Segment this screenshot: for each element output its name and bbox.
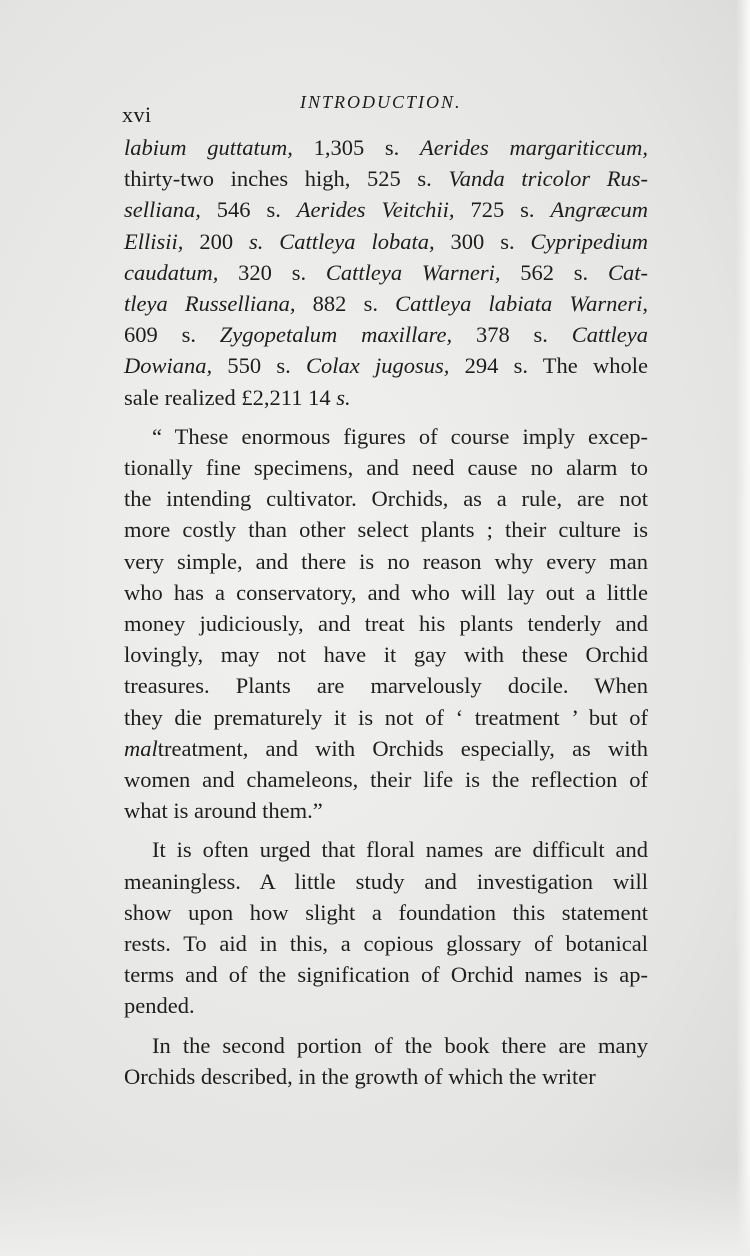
text-run: 300 s. [434, 228, 531, 254]
text-run: the intending cultivator. Orchids, as a rule, are not [124, 486, 648, 512]
italic-run: Ellisii, [124, 228, 184, 254]
italic-run: Cattleya [571, 322, 648, 348]
text-run: 725 s. [454, 197, 551, 223]
text-line [124, 421, 648, 452]
text-line [124, 319, 648, 350]
italic-run: labium guttatum, [124, 135, 293, 160]
italic-run: Aerides Veitchii, [296, 197, 455, 223]
italic-run: Aerides margariticcum, [420, 135, 648, 160]
text-run: 294 s. The whole [449, 353, 648, 379]
text-line [124, 1061, 648, 1092]
text-run: “ These enormous figures of course imply excep- [152, 423, 648, 449]
text-line [124, 928, 648, 959]
text-run: very simple, and there is no reason why every man [124, 548, 648, 574]
text-line [124, 288, 648, 319]
page-number: xvi [122, 102, 152, 127]
text-run: meaningless. A little study and investigation will [124, 868, 648, 894]
text-run: 378 s. [452, 322, 572, 348]
italic-run: Cattleya lobata, [279, 228, 435, 254]
text-run: who has a conservatory, and who will lay out a little [124, 579, 648, 605]
text-line [124, 382, 648, 413]
italic-run: s. [248, 228, 264, 254]
text-line [124, 483, 648, 514]
paragraph-2 [124, 421, 648, 827]
text-run: show upon how slight a foundation this statement [124, 899, 648, 925]
body-text [124, 132, 648, 1092]
text-run: terms and of the signification of Orchid names is ap- [124, 962, 648, 988]
text-line [124, 350, 648, 381]
text-run: more costly than other select plants ; their culture is [124, 517, 648, 543]
text-line [124, 577, 648, 608]
italic-run: selliana, [124, 197, 201, 223]
paragraph-3 [124, 834, 648, 1021]
text-line [124, 733, 648, 764]
paragraph-1 [124, 132, 648, 413]
text-run: 550 s. [212, 353, 306, 379]
italic-run: mal [124, 735, 158, 761]
text-run: 882 s. [295, 291, 396, 317]
italic-run: Cattleya labiata Warneri, [395, 291, 648, 317]
text-line [124, 959, 648, 990]
text-run: It is often urged that floral names are difficult and [152, 837, 648, 863]
italic-run: Cattleya Warneri, [325, 259, 501, 285]
italic-run: Angræcum [550, 197, 648, 223]
text-line [124, 194, 648, 225]
text-line [124, 866, 648, 897]
text-run: what is around them.” [124, 798, 323, 824]
italic-run: Vanda tricolor Rus- [448, 166, 648, 192]
italic-run: Colax jugosus, [305, 353, 450, 379]
italic-run: Cat- [607, 259, 648, 285]
text-run: women and chameleons, their life is the reflection of [124, 767, 648, 793]
running-head [122, 92, 648, 132]
text-line [124, 990, 648, 1021]
text-run [263, 229, 279, 254]
text-line [124, 546, 648, 577]
text-line [124, 795, 648, 826]
text-run: they die prematurely it is not of ‘ treatment ’ but of [124, 704, 648, 730]
italic-run: Zygopetalum maxillare, [219, 322, 453, 348]
text-line [124, 897, 648, 928]
text-line [124, 670, 648, 701]
text-run: Orchids described, in the growth of which the writer [124, 1063, 596, 1089]
running-title: INTRODUCTION. [300, 92, 462, 112]
text-line [124, 257, 648, 288]
text-line [124, 834, 648, 865]
text-run: treasures. Plants are marvelously docile. When [124, 673, 648, 699]
italic-run: Dowiana, [124, 353, 213, 379]
text-line [124, 163, 648, 194]
text-line [124, 702, 648, 733]
text-line [124, 226, 648, 257]
text-run: money judiciously, and treat his plants tenderly and [124, 611, 648, 637]
text-run: sale realized £2,211 14 [124, 384, 337, 410]
text-line [124, 1030, 648, 1061]
text-line [124, 132, 648, 163]
text-run: tionally fine specimens, and need cause no alarm to [124, 455, 648, 481]
italic-run: Cypripedium [530, 228, 648, 254]
text-run: 1,305 s. [292, 135, 421, 160]
text-line [124, 452, 648, 483]
text-line [124, 764, 648, 795]
italic-run: caudatum, [124, 259, 219, 285]
text-run: 320 s. [218, 259, 326, 285]
text-run: 609 s. [124, 322, 220, 348]
paragraph-4 [124, 1030, 648, 1092]
text-run: pended. [124, 993, 195, 1019]
text-run: 200 [183, 228, 249, 254]
italic-run: s. [336, 384, 351, 410]
text-line [124, 639, 648, 670]
text-run: 546 s. [200, 197, 297, 223]
text-run: treatment, and with Orchids especially, as with [157, 735, 648, 761]
text-run: 562 s. [500, 259, 608, 285]
italic-run: tleya Russelliana, [124, 291, 296, 317]
text-line [124, 514, 648, 545]
text-run: thirty-two inches high, 525 s. [124, 166, 449, 192]
text-run: lovingly, may not have it gay with these Orchid [124, 642, 648, 668]
text-line [124, 608, 648, 639]
text-run: In the second portion of the book there are many [152, 1032, 648, 1058]
text-run: rests. To aid in this, a copious glossary of botanical [124, 931, 648, 957]
